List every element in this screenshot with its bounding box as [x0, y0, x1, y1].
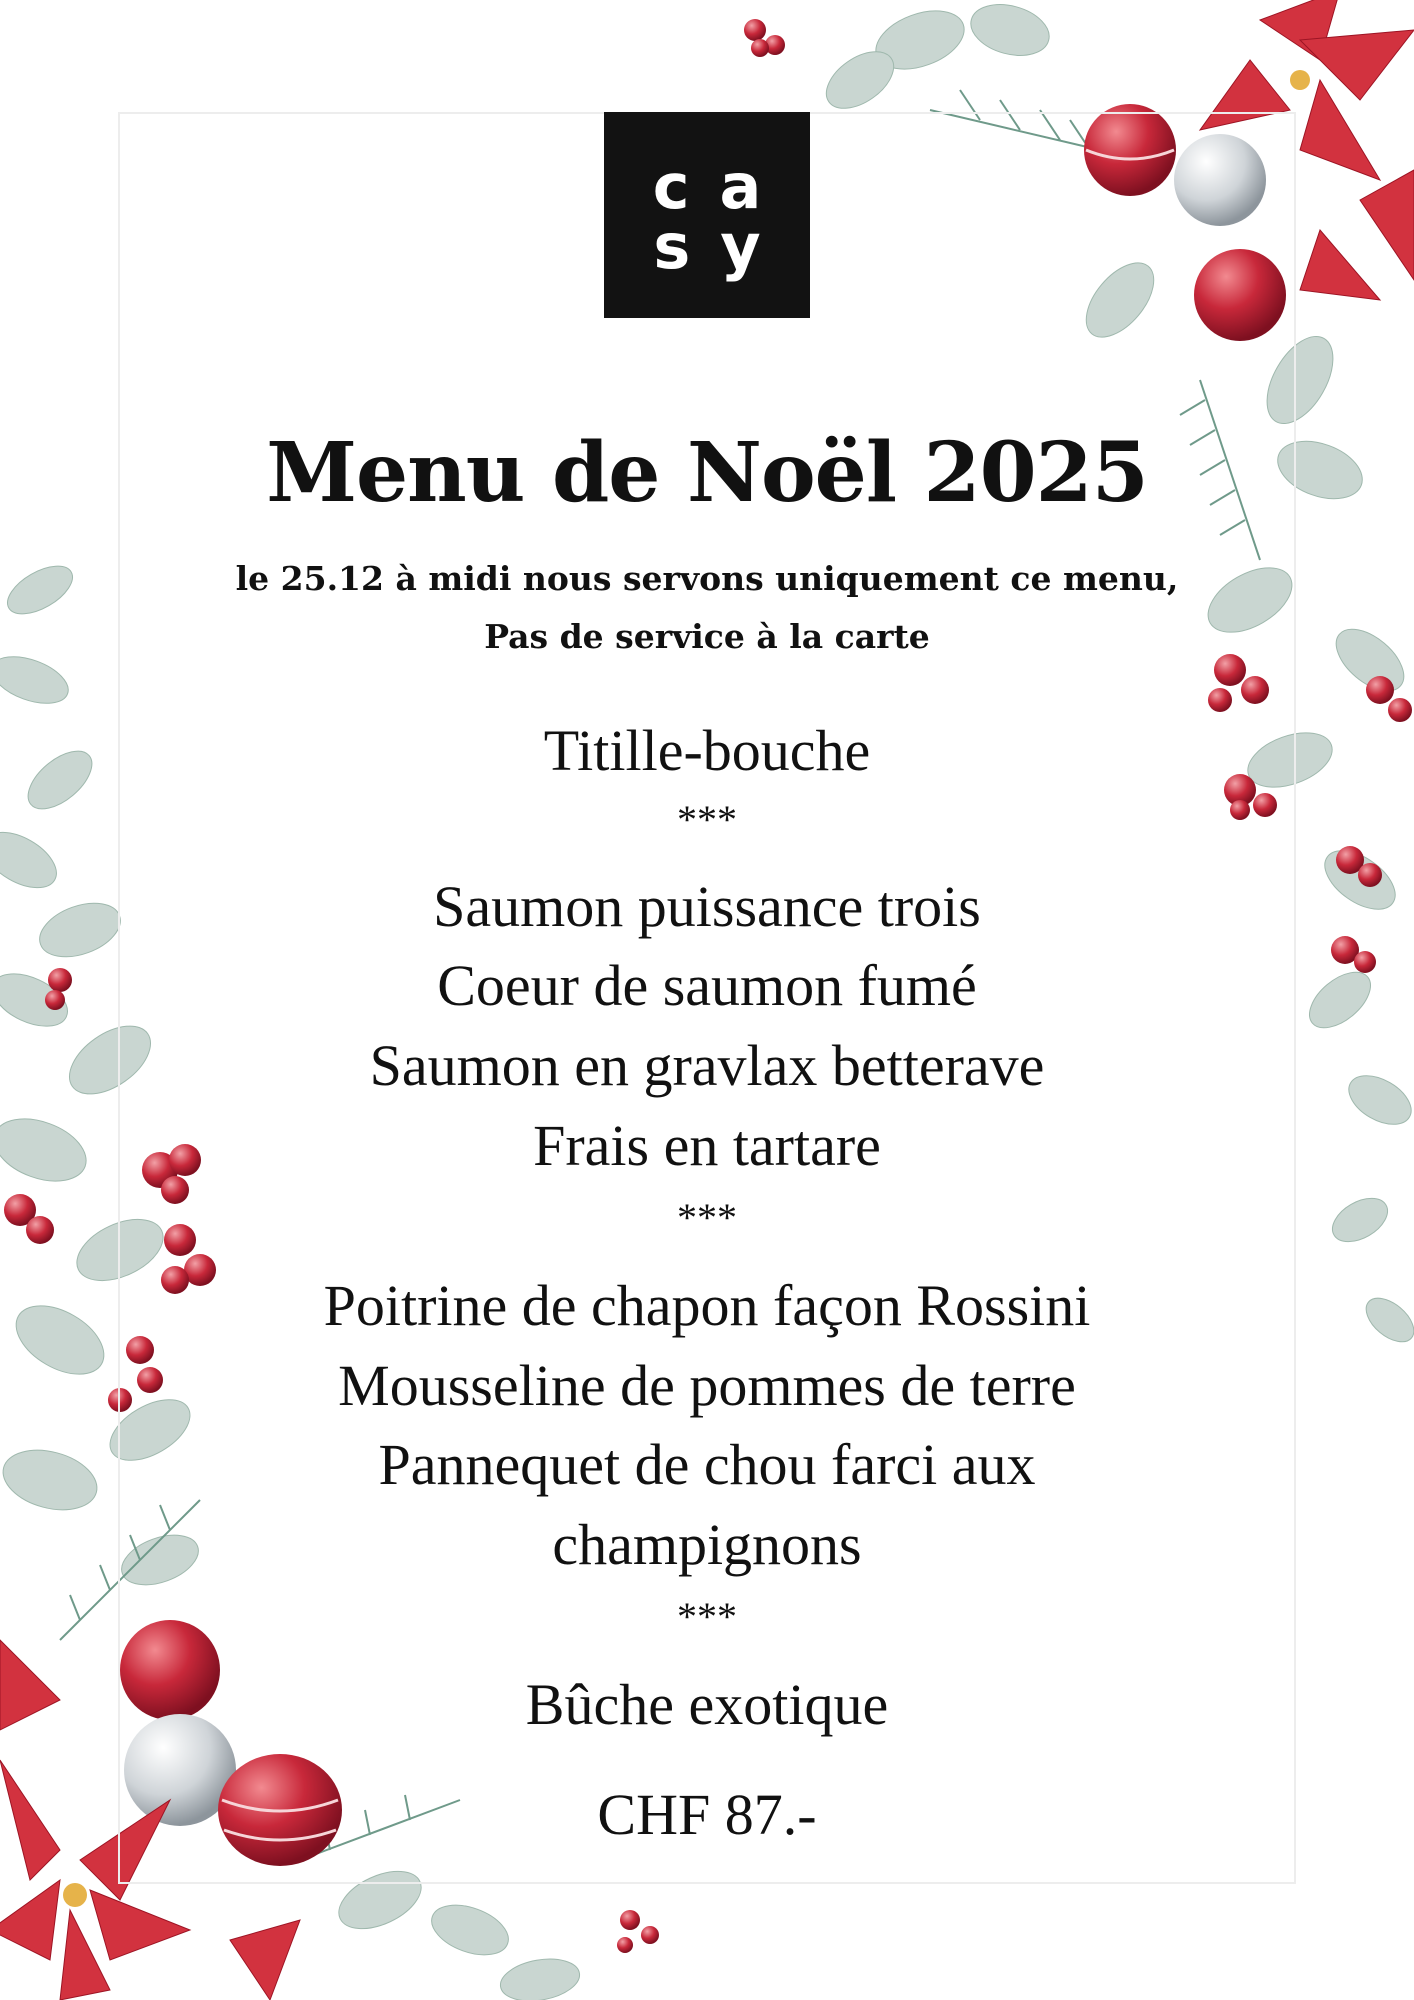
- menu-subtitle-line2: Pas de service à la carte: [484, 617, 930, 656]
- course-main-line4: champignons: [552, 1512, 862, 1577]
- course-main-line2: Mousseline de pommes de terre: [338, 1353, 1076, 1418]
- menu-title: Menu de Noël 2025: [266, 425, 1148, 521]
- course-starter-line4: Frais en tartare: [533, 1113, 881, 1178]
- separator: ***: [677, 797, 737, 842]
- course-dessert: Bûche exotique: [525, 1672, 889, 1737]
- course-starter-line3: Saumon en gravlax betterave: [369, 1033, 1045, 1098]
- course-starter-line2: Coeur de saumon fumé: [437, 953, 977, 1018]
- course-amuse-bouche: Titille-bouche: [543, 718, 871, 783]
- course-main-line3: Pannequet de chou farci aux: [378, 1432, 1036, 1497]
- separator: ***: [677, 1594, 737, 1639]
- menu-price: CHF 87.-: [597, 1782, 817, 1847]
- menu-content: [160, 0, 1254, 2000]
- separator: ***: [677, 1195, 737, 1240]
- logo-text-bottom: sy: [653, 210, 791, 283]
- course-starter-line1: Saumon puissance trois: [433, 874, 981, 939]
- course-main-line1: Poitrine de chapon façon Rossini: [323, 1273, 1091, 1338]
- menu-subtitle-line1: le 25.12 à midi nous servons uniquement ce menu,: [235, 559, 1179, 598]
- logo-text-top: ca: [652, 150, 792, 223]
